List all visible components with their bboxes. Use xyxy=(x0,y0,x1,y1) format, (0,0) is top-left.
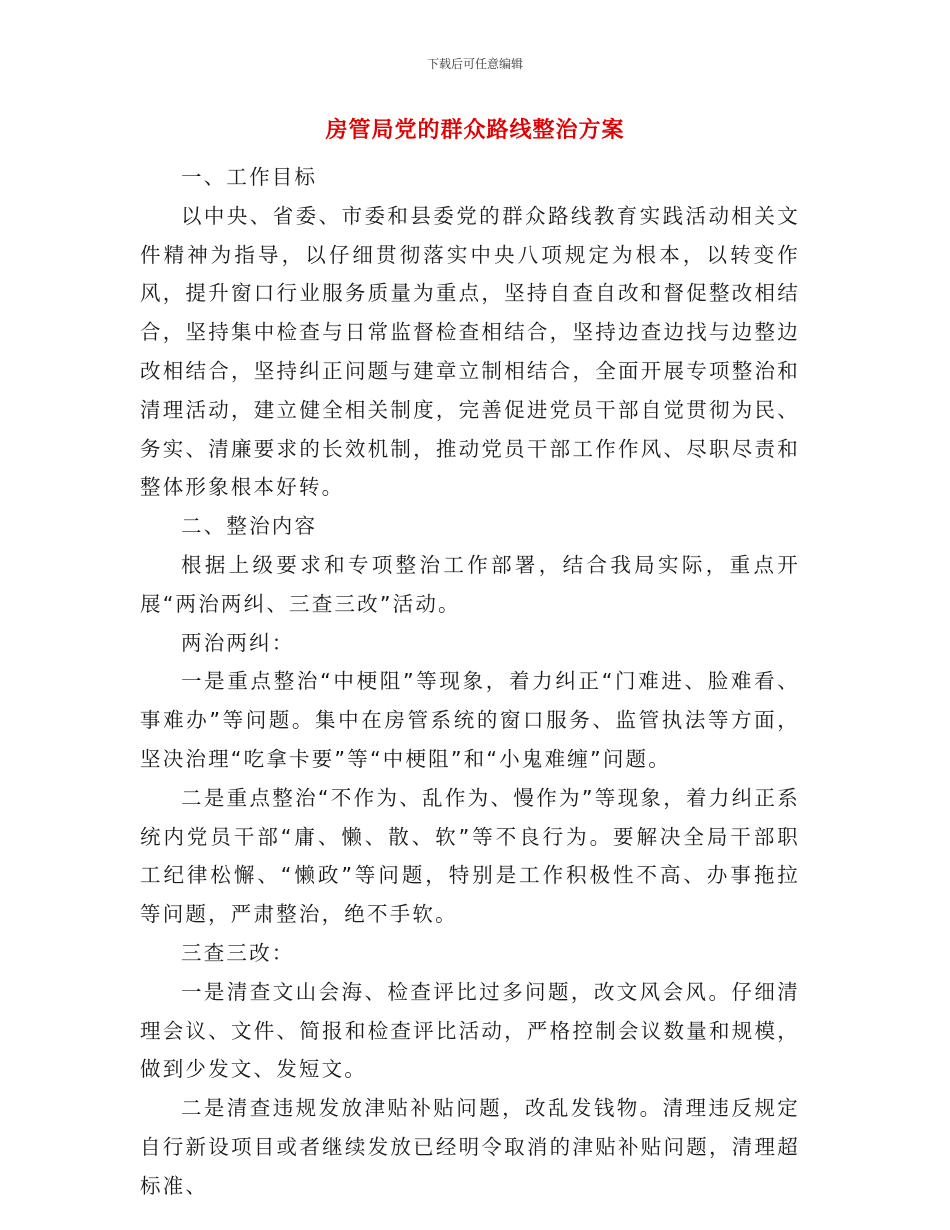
paragraph-goals: 以中央、省委、市委和县委党的群众路线教育实践活动相关文件精神为指导，以仔细贯彻落实中央八项规定为根本，以转变作风，提升窗口行业服务质量为重点，坚持自查自改和督促整改相结合，坚持集中检查与日常监督检查相结合，坚持边查边找与边整边改相结合，坚持纠正问题与建章立制相结合，全面开展专项整治和清理活动，建立健全相关制度，完善促进党员干部自觉贯彻为民、务实、清廉要求的长效机制，推动党员干部工作作风、尽职尽责和整体形象根本好转。 xyxy=(140,203,800,500)
paragraph-item-2: 二是重点整治“不作为、乱作为、慢作为”等现象，着力纠正系统内党员干部“庸、懒、散、软”等不良行为。要解决全局干部职工纪律松懈、“懒政”等问题，特别是工作积极性不高、办事拖拉等问题，严肃整治，绝不手软。 xyxy=(140,785,800,927)
subheading-three-check: 三查三改： xyxy=(181,940,295,965)
subheading-two-govern: 两治两纠： xyxy=(181,630,295,655)
document-title: 房管局党的群众路线整治方案 xyxy=(325,118,625,143)
paragraph-check-1: 一是清查文山会海、检查评比过多问题，改文风会风。仔细清理会议、文件、简报和检查评比活动，严格控制会议数量和规模，做到少发文、发短文。 xyxy=(140,979,800,1082)
paragraph-item-1: 一是重点整治“中梗阻”等现象，着力纠正“门难进、脸难看、事难办”等问题。集中在房管系统的窗口服务、监管执法等方面，坚决治理“吃拿卡要”等“中梗阻”和“小鬼难缠”问题。 xyxy=(140,669,800,771)
paragraph-content-intro: 根据上级要求和专项整治工作部署，结合我局实际，重点开展“两治两纠、三查三改”活动。 xyxy=(140,552,800,616)
header-note: 下载后可任意编辑 xyxy=(426,57,523,71)
document-body xyxy=(140,158,800,1206)
paragraph-check-2: 二是清查违规发放津贴补贴问题，改乱发钱物。清理违反规定自行新设项目或者继续发放已经明令取消的津贴补贴问题，清理超标准、 xyxy=(140,1096,800,1198)
section-heading-goals: 一、工作目标 xyxy=(181,165,318,189)
section-heading-content: 二、整治内容 xyxy=(181,514,318,539)
